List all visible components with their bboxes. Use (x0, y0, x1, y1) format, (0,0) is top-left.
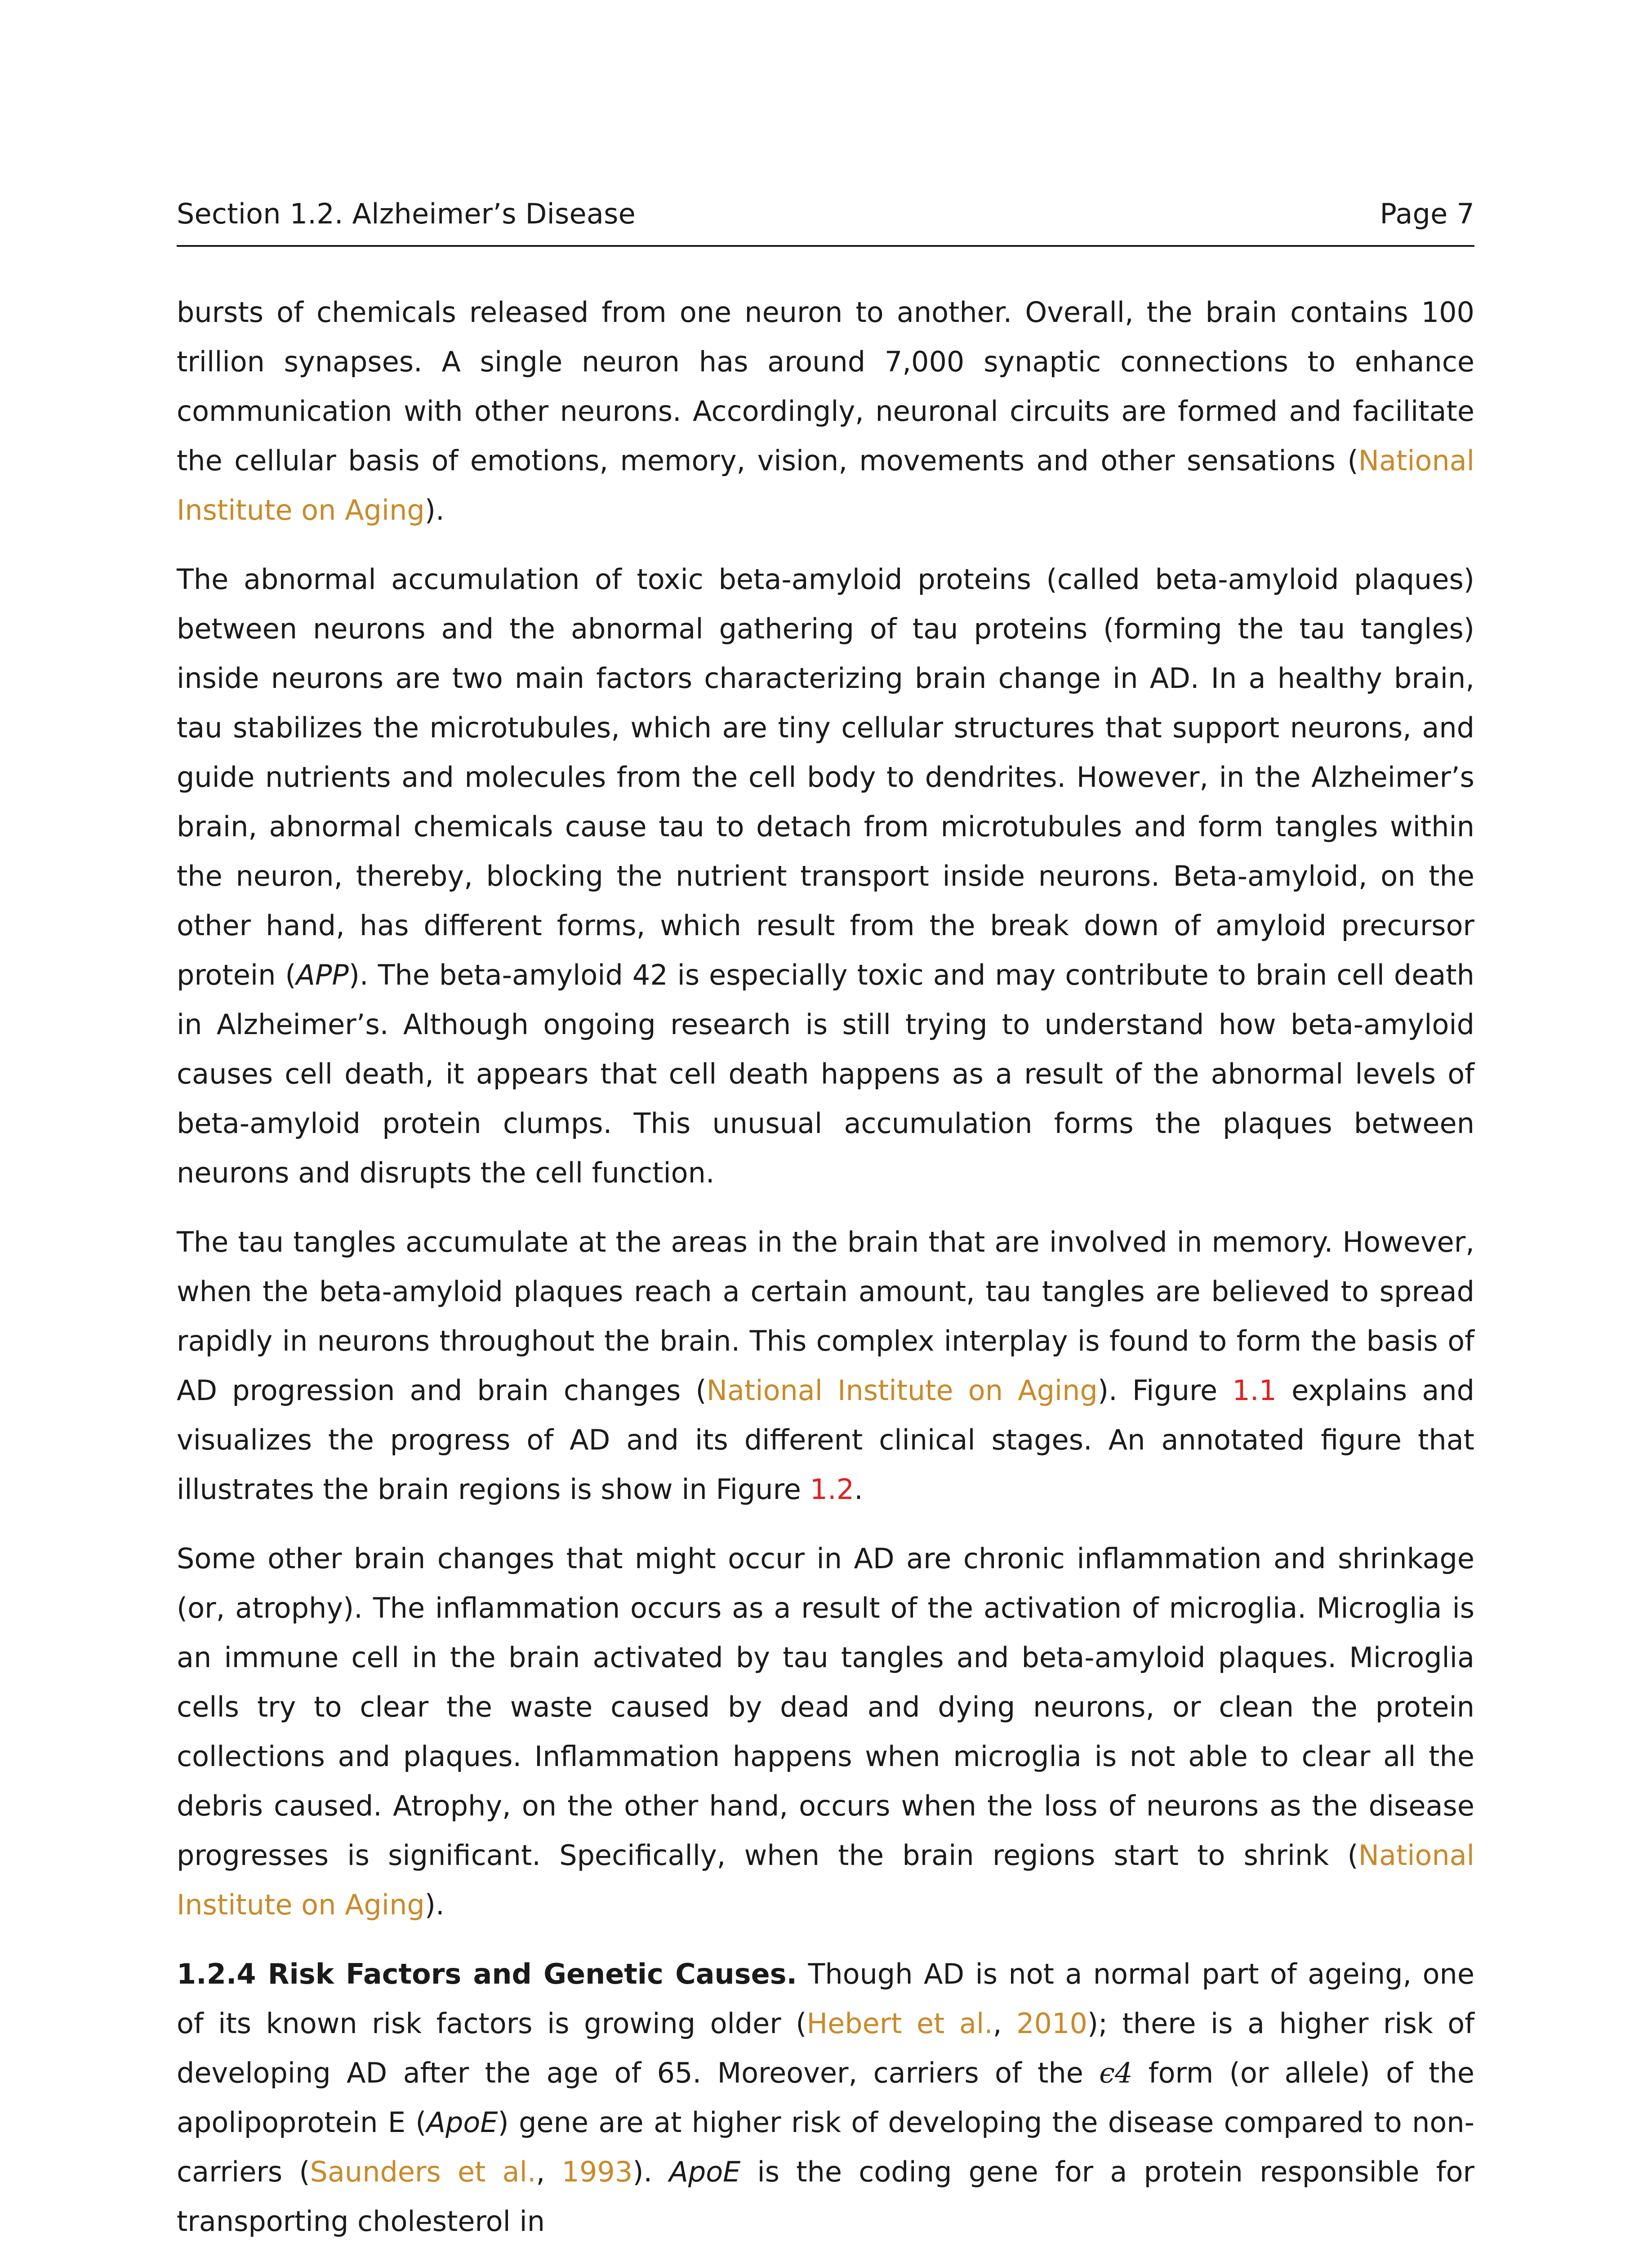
text-run: ). (424, 1888, 445, 1921)
paragraph-2 (177, 555, 1474, 1198)
figure-ref-link[interactable]: 1.2 (810, 1473, 855, 1506)
text-run: Though AD is not a normal part of ageing, one of its known risk factors is growing older ( (177, 1958, 1474, 2040)
paragraph-1 (177, 288, 1474, 535)
citation-link[interactable]: Hebert et al. (806, 2007, 993, 2040)
italic-term: ApoE (426, 2106, 498, 2139)
paragraph-4 (177, 1534, 1474, 1930)
text-run: , (993, 2007, 1017, 2040)
body-text (177, 288, 1474, 2248)
italic-term: APP (296, 959, 349, 991)
citation-link[interactable]: Saunders et al. (310, 2155, 536, 2188)
citation-link[interactable]: National Institute on Aging (177, 1839, 1474, 1921)
page-header (177, 191, 1474, 247)
running-head-section: Section 1.2. Alzheimer’s Disease (177, 197, 636, 230)
text-run: is the coding gene for a protein responsible for transporting cholesterol in (177, 2155, 1475, 2238)
citation-year-link[interactable]: 2010 (1016, 2007, 1087, 2040)
page-number: Page 7 (1380, 197, 1474, 230)
text-run: explains and visualizes the progress of AD and its different clinical stages. An annotated figure that illustrates the brain regions is show in Figure (177, 1374, 1475, 1506)
paragraph-3 (177, 1218, 1474, 1514)
text-run: , (536, 2155, 562, 2188)
citation-link[interactable]: National Institute on Aging (706, 1374, 1098, 1407)
text-run: ). (632, 2155, 669, 2188)
text-run: ). (424, 494, 445, 526)
text-run: ) gene are at higher risk of developing the disease compared to non-carriers ( (177, 2106, 1474, 2188)
text-run: form (or allele) of the apolipoprotein E ( (177, 2056, 1474, 2139)
text-run: The tau tangles accumulate at the areas in the brain that are involved in memory. However, when the beta-amyloid plaques reach a certain amount, tau tangles are believed to spread rapidly in neurons throughout the brain. This complex interplay is found to form the basis of AD progression and brain changes ( (177, 1226, 1474, 1407)
math-epsilon4: ϵ4 (1099, 2056, 1133, 2089)
text-run: Some other brain changes that might occur in AD are chronic inflammation and shrinkage (or, atrophy). The inflammation occurs as a result of the activation of microglia. Microglia is an immune cell in the brain activated by tau tangles and beta-amyloid plaques. Microglia cells try to clear the waste caused by dead and dying neurons, or clean the protein collections and plaques. Inflammation happens when microglia is not able to clear all the debris caused. Atrophy, on the other hand, occurs when the loss of neurons as the disease progresses is significant. Specifically, when the brain regions start to shrink ( (177, 1542, 1474, 1872)
text-run: . (854, 1473, 863, 1506)
text-run: ). Figure (1097, 1374, 1233, 1407)
italic-term: ApoE (669, 2155, 741, 2188)
text-run: The abnormal accumulation of toxic beta-amyloid proteins (called beta-amyloid plaques) between neurons and the abnormal gathering of tau proteins (forming the tau tangles) inside neurons are two main factors characterizing brain change in AD. In a healthy brain, tau stabilizes the microtubules, which are tiny cellular structures that support neurons, and guide nutrients and molecules from the cell body to dendrites. However, in the Alzheimer’s brain, abnormal chemicals cause tau to detach from microtubules and form tangles within the neuron, thereby, blocking the nutrient transport inside neurons. Beta-amyloid, on the other hand, has different forms, which result from the break down of amyloid precursor protein ( (177, 563, 1474, 991)
text-run: bursts of chemicals released from one neuron to another. Overall, the brain contains 100 trillion synapses. A single neuron has around 7,000 synaptic connections to enhance communication with other neurons. Accordingly, neuronal circuits are formed and facilitate the cellular basis of emotions, memory, vision, movements and other sensations ( (177, 296, 1474, 477)
paragraph-5 (177, 1949, 1474, 2246)
subsection-heading: 1.2.4 Risk Factors and Genetic Causes. (177, 1958, 797, 1990)
figure-ref-link[interactable]: 1.1 (1232, 1374, 1277, 1407)
text-run: ). The beta-amyloid 42 is especially toxic and may contribute to brain cell death in Alzheimer’s. Although ongoing research is still trying to understand how beta-amyloid causes cell death, it appears that cell death happens as a result of the abnormal levels of beta-amyloid protein clumps. This unusual accumulation forms the plaques between neurons and disrupts the cell function. (177, 959, 1474, 1189)
citation-link[interactable]: National Institute on Aging (177, 444, 1474, 526)
citation-year-link[interactable]: 1993 (561, 2155, 633, 2188)
text-run: ); there is a higher risk of developing AD after the age of 65. Moreover, carriers of the (177, 2007, 1475, 2089)
